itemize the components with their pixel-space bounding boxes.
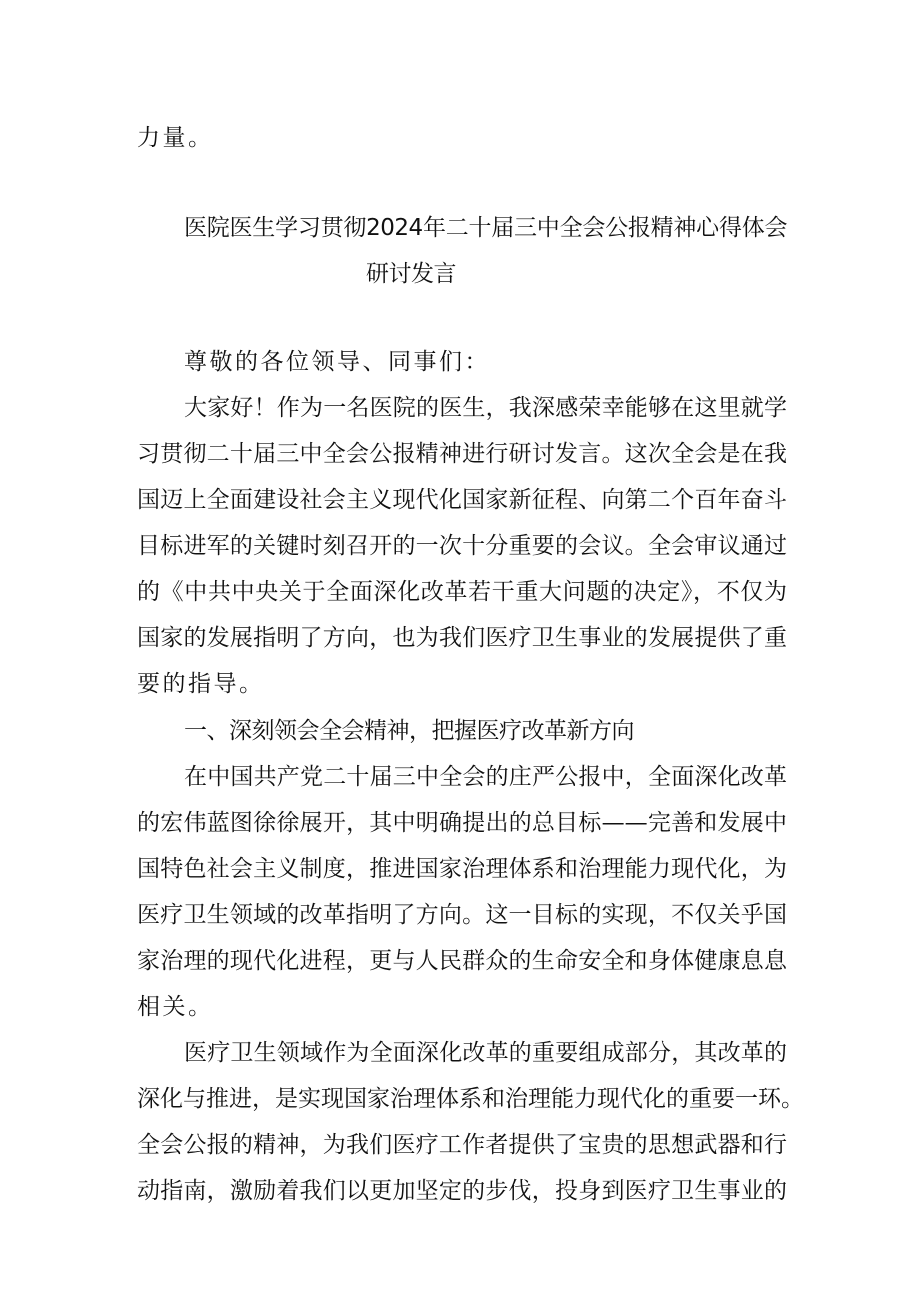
intro-line: 的《中共中央关于全面深化改革若干重大问题的决定》，不仅为 [137,579,787,605]
intro-line: 要的指导。 [137,671,265,697]
paragraph-line: 医疗卫生领域作为全面深化改革的重要组成部分，其改革的 [184,1040,787,1066]
paragraph-line: 医疗卫生领域的改革指明了方向。这一目标的实现，不仅关乎国 [137,902,787,928]
intro-line: 目标进军的关键时刻召开的一次十分重要的会议。全会审议通过 [137,533,787,559]
document-title-line-2: 研讨发言 [366,261,456,287]
salutation: 尊敬的各位领导、同事们： [184,349,490,375]
paragraph-line: 全会公报的精神，为我们医疗工作者提供了宝贵的思想武器和行 [137,1132,787,1158]
paragraph-line: 国特色社会主义制度，推进国家治理体系和治理能力现代化，为 [137,856,787,882]
paragraph-line: 家治理的现代化进程，更与人民群众的生命安全和身体健康息息 [137,948,787,974]
paragraph-line: 在中国共产党二十届三中全会的庄严公报中，全面深化改革 [184,764,787,790]
intro-line: 国迈上全面建设社会主义现代化国家新征程、向第二个百年奋斗 [137,487,787,513]
paragraph-line: 的宏伟蓝图徐徐展开，其中明确提出的总目标——完善和发展中 [137,810,787,836]
document-title-line-1: 医院医生学习贯彻2024年二十届三中全会公报精神心得体会 [184,215,787,241]
section-heading: 一、深刻领会全会精神，把握医疗改革新方向 [184,718,634,744]
paragraph-line: 动指南，激励着我们以更加坚定的步伐，投身到医疗卫生事业的 [137,1178,787,1204]
paragraph-line: 深化与推进，是实现国家治理体系和治理能力现代化的重要一环。 [137,1086,804,1112]
intro-line: 大家好！作为一名医院的医生，我深感荣幸能够在这里就学 [184,395,787,421]
intro-line: 国家的发展指明了方向，也为我们医疗卫生事业的发展提供了重 [137,625,787,651]
paragraph-line: 相关。 [137,994,214,1020]
intro-line: 习贯彻二十届三中全会公报精神进行研讨发言。这次全会是在我 [137,441,787,467]
lead-fragment: 力量。 [137,125,214,151]
